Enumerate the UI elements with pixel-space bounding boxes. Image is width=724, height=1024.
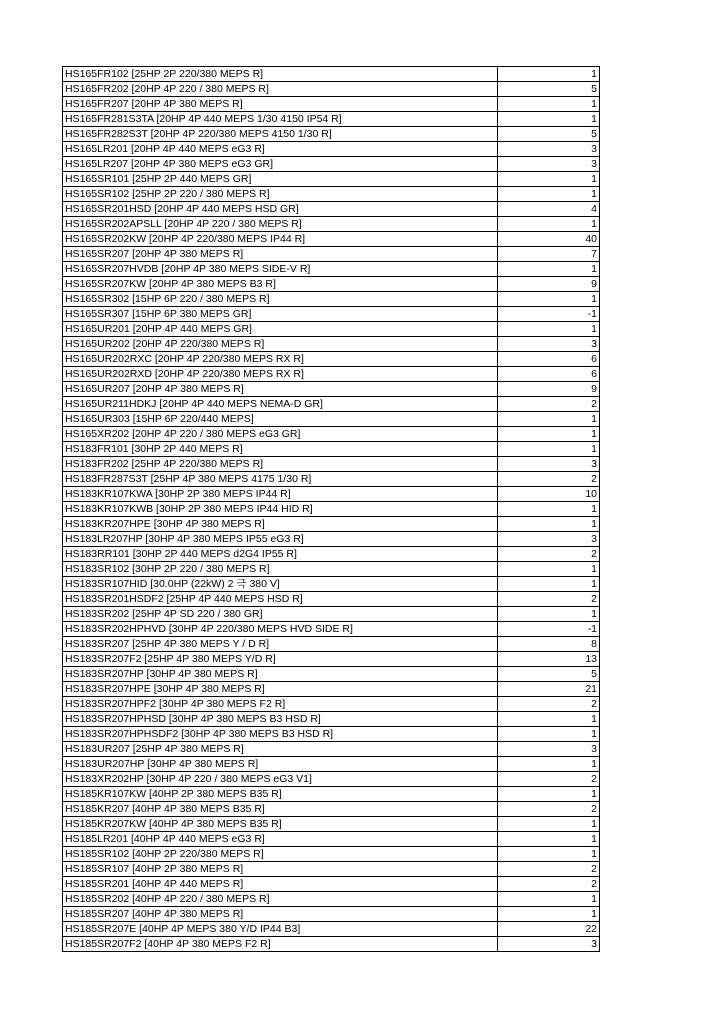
table-row: [63, 427, 600, 442]
item-description-cell: HS183UR207HP [30HP 4P 380 MEPS R]: [63, 757, 498, 772]
item-description-cell: HS183FR101 [30HP 2P 440 MEPS R]: [63, 442, 498, 457]
item-description-cell: HS183KR207HPE [30HP 4P 380 MEPS R]: [63, 517, 498, 532]
table-row: [63, 352, 600, 367]
table-row: [63, 322, 600, 337]
table-row: [63, 832, 600, 847]
item-description-cell: HS183RR101 [30HP 2P 440 MEPS d2G4 IP55 R]: [63, 547, 498, 562]
item-quantity-cell: 1: [498, 907, 600, 922]
item-description-cell: HS183SR201HSDF2 [25HP 4P 440 MEPS HSD R]: [63, 592, 498, 607]
item-description-cell: HS183FR287S3T [25HP 4P 380 MEPS 4175 1/30 R]: [63, 472, 498, 487]
table-row: [63, 262, 600, 277]
item-description-cell: HS165SR101 [25HP 2P 440 MEPS GR]: [63, 172, 498, 187]
item-quantity-cell: 3: [498, 742, 600, 757]
item-description-cell: HS183FR202 [25HP 4P 220/380 MEPS R]: [63, 457, 498, 472]
item-description-cell: HS185SR207 [40HP 4P 380 MEPS R]: [63, 907, 498, 922]
item-description-cell: HS183SR102 [30HP 2P 220 / 380 MEPS R]: [63, 562, 498, 577]
item-quantity-cell: 1: [498, 67, 600, 82]
table-row: [63, 142, 600, 157]
item-quantity-cell: -1: [498, 622, 600, 637]
item-description-cell: HS165XR202 [20HP 4P 220 / 380 MEPS eG3 GR]: [63, 427, 498, 442]
table-row: [63, 382, 600, 397]
table-row: [63, 607, 600, 622]
item-quantity-cell: 1: [498, 217, 600, 232]
item-quantity-cell: 22: [498, 922, 600, 937]
item-description-cell: HS185SR201 [40HP 4P 440 MEPS R]: [63, 877, 498, 892]
item-description-cell: HS165UR202 [20HP 4P 220/380 MEPS R]: [63, 337, 498, 352]
item-quantity-cell: 1: [498, 517, 600, 532]
table-row: [63, 712, 600, 727]
item-quantity-cell: 3: [498, 937, 600, 952]
item-quantity-cell: 1: [498, 292, 600, 307]
table-row: [63, 862, 600, 877]
table-row: [63, 292, 600, 307]
item-quantity-cell: 1: [498, 577, 600, 592]
item-quantity-cell: 3: [498, 532, 600, 547]
table-row: [63, 412, 600, 427]
item-quantity-cell: 1: [498, 712, 600, 727]
item-quantity-cell: 1: [498, 262, 600, 277]
item-description-cell: HS185KR207KW [40HP 4P 380 MEPS B35 R]: [63, 817, 498, 832]
table-row: [63, 892, 600, 907]
item-description-cell: HS165LR207 [20HP 4P 380 MEPS eG3 GR]: [63, 157, 498, 172]
item-description-cell: HS165UR207 [20HP 4P 380 MEPS R]: [63, 382, 498, 397]
item-description-cell: HS165SR207HVDB [20HP 4P 380 MEPS SIDE-V R]: [63, 262, 498, 277]
table-row: [63, 802, 600, 817]
item-description-cell: HS185SR102 [40HP 2P 220/380 MEPS R]: [63, 847, 498, 862]
table-row: [63, 202, 600, 217]
item-quantity-cell: 1: [498, 187, 600, 202]
item-quantity-cell: 2: [498, 397, 600, 412]
table-row: [63, 817, 600, 832]
item-quantity-cell: 1: [498, 787, 600, 802]
item-quantity-cell: 1: [498, 832, 600, 847]
table-row: [63, 772, 600, 787]
item-description-cell: HS165SR207 [20HP 4P 380 MEPS R]: [63, 247, 498, 262]
item-quantity-cell: 2: [498, 877, 600, 892]
item-description-cell: HS185SR207E [40HP 4P MEPS 380 Y/D IP44 B3]: [63, 922, 498, 937]
table-row: [63, 67, 600, 82]
table-row: [63, 232, 600, 247]
table-row: [63, 367, 600, 382]
item-quantity-cell: 3: [498, 337, 600, 352]
table-row: [63, 277, 600, 292]
item-quantity-cell: 1: [498, 847, 600, 862]
table-row: [63, 82, 600, 97]
item-quantity-cell: 1: [498, 607, 600, 622]
item-quantity-cell: 1: [498, 322, 600, 337]
item-quantity-cell: 40: [498, 232, 600, 247]
table-row: [63, 667, 600, 682]
table-row: [63, 457, 600, 472]
item-description-cell: HS183XR202HP [30HP 4P 220 / 380 MEPS eG3 V1]: [63, 772, 498, 787]
item-description-cell: HS165FR102 [25HP 2P 220/380 MEPS R]: [63, 67, 498, 82]
item-quantity-cell: 5: [498, 127, 600, 142]
item-quantity-cell: 4: [498, 202, 600, 217]
item-quantity-cell: 1: [498, 112, 600, 127]
table-row: [63, 487, 600, 502]
item-description-cell: HS183SR202 [25HP 4P SD 220 / 380 GR]: [63, 607, 498, 622]
table-row: [63, 532, 600, 547]
item-quantity-cell: 1: [498, 727, 600, 742]
item-quantity-cell: 1: [498, 757, 600, 772]
table-row: [63, 562, 600, 577]
table-row: [63, 112, 600, 127]
item-quantity-cell: 5: [498, 82, 600, 97]
table-row: [63, 697, 600, 712]
table-row: [63, 592, 600, 607]
item-quantity-cell: 21: [498, 682, 600, 697]
item-quantity-cell: 3: [498, 142, 600, 157]
item-quantity-cell: 2: [498, 697, 600, 712]
item-quantity-cell: 2: [498, 592, 600, 607]
item-description-cell: HS185KR207 [40HP 4P 380 MEPS B35 R]: [63, 802, 498, 817]
item-quantity-cell: 10: [498, 487, 600, 502]
item-description-cell: HS165UR201 [20HP 4P 440 MEPS GR]: [63, 322, 498, 337]
item-description-cell: HS183SR207 [25HP 4P 380 MEPS Y / D R]: [63, 637, 498, 652]
table-row: [63, 217, 600, 232]
inventory-table: [62, 66, 600, 952]
item-description-cell: HS183SR207HPHSDF2 [30HP 4P 380 MEPS B3 HSD R]: [63, 727, 498, 742]
item-description-cell: HS165SR207KW [20HP 4P 380 MEPS B3 R]: [63, 277, 498, 292]
table-row: [63, 307, 600, 322]
table-row: [63, 757, 600, 772]
item-quantity-cell: 8: [498, 637, 600, 652]
table-row: [63, 127, 600, 142]
item-description-cell: HS185SR207F2 [40HP 4P 380 MEPS F2 R]: [63, 937, 498, 952]
item-description-cell: HS165UR303 [15HP 6P 220/440 MEPS]: [63, 412, 498, 427]
item-description-cell: HS183KR107KWB [30HP 2P 380 MEPS IP44 HID R]: [63, 502, 498, 517]
table-row: [63, 877, 600, 892]
item-description-cell: HS165UR202RXC [20HP 4P 220/380 MEPS RX R]: [63, 352, 498, 367]
table-row: [63, 577, 600, 592]
item-quantity-cell: 1: [498, 412, 600, 427]
item-quantity-cell: 13: [498, 652, 600, 667]
table-row: [63, 682, 600, 697]
item-quantity-cell: 2: [498, 772, 600, 787]
table-row: [63, 907, 600, 922]
item-description-cell: HS165SR102 [25HP 2P 220 / 380 MEPS R]: [63, 187, 498, 202]
table-row: [63, 637, 600, 652]
table-row: [63, 397, 600, 412]
table-row: [63, 517, 600, 532]
item-quantity-cell: 1: [498, 892, 600, 907]
item-quantity-cell: -1: [498, 307, 600, 322]
table-row: [63, 337, 600, 352]
table-row: [63, 622, 600, 637]
item-description-cell: HS165FR281S3TA [20HP 4P 440 MEPS 1/30 4150 IP54 R]: [63, 112, 498, 127]
item-description-cell: HS183KR107KWA [30HP 2P 380 MEPS IP44 R]: [63, 487, 498, 502]
item-description-cell: HS165FR207 [20HP 4P 380 MEPS R]: [63, 97, 498, 112]
table-row: [63, 847, 600, 862]
item-description-cell: HS185SR202 [40HP 4P 220 / 380 MEPS R]: [63, 892, 498, 907]
item-quantity-cell: 5: [498, 667, 600, 682]
item-quantity-cell: 3: [498, 157, 600, 172]
item-description-cell: HS165UR202RXD [20HP 4P 220/380 MEPS RX R]: [63, 367, 498, 382]
item-description-cell: HS183SR207HP [30HP 4P 380 MEPS R]: [63, 667, 498, 682]
item-quantity-cell: 1: [498, 502, 600, 517]
item-description-cell: HS183UR207 [25HP 4P 380 MEPS R]: [63, 742, 498, 757]
item-description-cell: HS183SR107HID [30.0HP (22kW) 2 극 380 V]: [63, 577, 498, 592]
item-description-cell: HS183SR207HPHSD [30HP 4P 380 MEPS B3 HSD R]: [63, 712, 498, 727]
item-description-cell: HS165LR201 [20HP 4P 440 MEPS eG3 R]: [63, 142, 498, 157]
item-quantity-cell: 3: [498, 457, 600, 472]
item-description-cell: HS165SR302 [15HP 6P 220 / 380 MEPS R]: [63, 292, 498, 307]
table-row: [63, 187, 600, 202]
item-quantity-cell: 1: [498, 817, 600, 832]
table-row: [63, 472, 600, 487]
item-description-cell: HS183SR202HPHVD [30HP 4P 220/380 MEPS HVD SIDE R]: [63, 622, 498, 637]
item-description-cell: HS165UR211HDKJ [20HP 4P 440 MEPS NEMA-D GR]: [63, 397, 498, 412]
item-quantity-cell: 6: [498, 367, 600, 382]
table-row: [63, 547, 600, 562]
item-quantity-cell: 1: [498, 427, 600, 442]
item-description-cell: HS183SR207F2 [25HP 4P 380 MEPS Y/D R]: [63, 652, 498, 667]
item-description-cell: HS165FR282S3T [20HP 4P 220/380 MEPS 4150 1/30 R]: [63, 127, 498, 142]
table-row: [63, 652, 600, 667]
item-description-cell: HS165SR201HSD [20HP 4P 440 MEPS HSD GR]: [63, 202, 498, 217]
item-quantity-cell: 1: [498, 172, 600, 187]
item-quantity-cell: 9: [498, 277, 600, 292]
item-description-cell: HS165FR202 [20HP 4P 220 / 380 MEPS R]: [63, 82, 498, 97]
item-quantity-cell: 1: [498, 442, 600, 457]
table-row: [63, 937, 600, 952]
item-quantity-cell: 7: [498, 247, 600, 262]
table-row: [63, 727, 600, 742]
table-row: [63, 442, 600, 457]
table-row: [63, 742, 600, 757]
item-description-cell: HS185LR201 [40HP 4P 440 MEPS eG3 R]: [63, 832, 498, 847]
item-description-cell: HS185KR107KW [40HP 2P 380 MEPS B35 R]: [63, 787, 498, 802]
item-quantity-cell: 6: [498, 352, 600, 367]
table-row: [63, 157, 600, 172]
item-quantity-cell: 2: [498, 802, 600, 817]
item-description-cell: HS183SR207HPF2 [30HP 4P 380 MEPS F2 R]: [63, 697, 498, 712]
inventory-table-body: [63, 67, 600, 952]
table-row: [63, 97, 600, 112]
item-quantity-cell: 2: [498, 472, 600, 487]
item-quantity-cell: 2: [498, 547, 600, 562]
item-description-cell: HS183SR207HPE [30HP 4P 380 MEPS R]: [63, 682, 498, 697]
table-row: [63, 502, 600, 517]
item-description-cell: HS165SR202KW [20HP 4P 220/380 MEPS IP44 R]: [63, 232, 498, 247]
item-description-cell: HS185SR107 [40HP 2P 380 MEPS R]: [63, 862, 498, 877]
table-row: [63, 787, 600, 802]
item-description-cell: HS165SR202APSLL [20HP 4P 220 / 380 MEPS R]: [63, 217, 498, 232]
item-quantity-cell: 9: [498, 382, 600, 397]
item-description-cell: HS165SR307 [15HP 6P 380 MEPS GR]: [63, 307, 498, 322]
item-quantity-cell: 1: [498, 97, 600, 112]
item-description-cell: HS183LR207HP [30HP 4P 380 MEPS IP55 eG3 R]: [63, 532, 498, 547]
item-quantity-cell: 1: [498, 562, 600, 577]
table-row: [63, 922, 600, 937]
table-row: [63, 247, 600, 262]
table-row: [63, 172, 600, 187]
item-quantity-cell: 2: [498, 862, 600, 877]
